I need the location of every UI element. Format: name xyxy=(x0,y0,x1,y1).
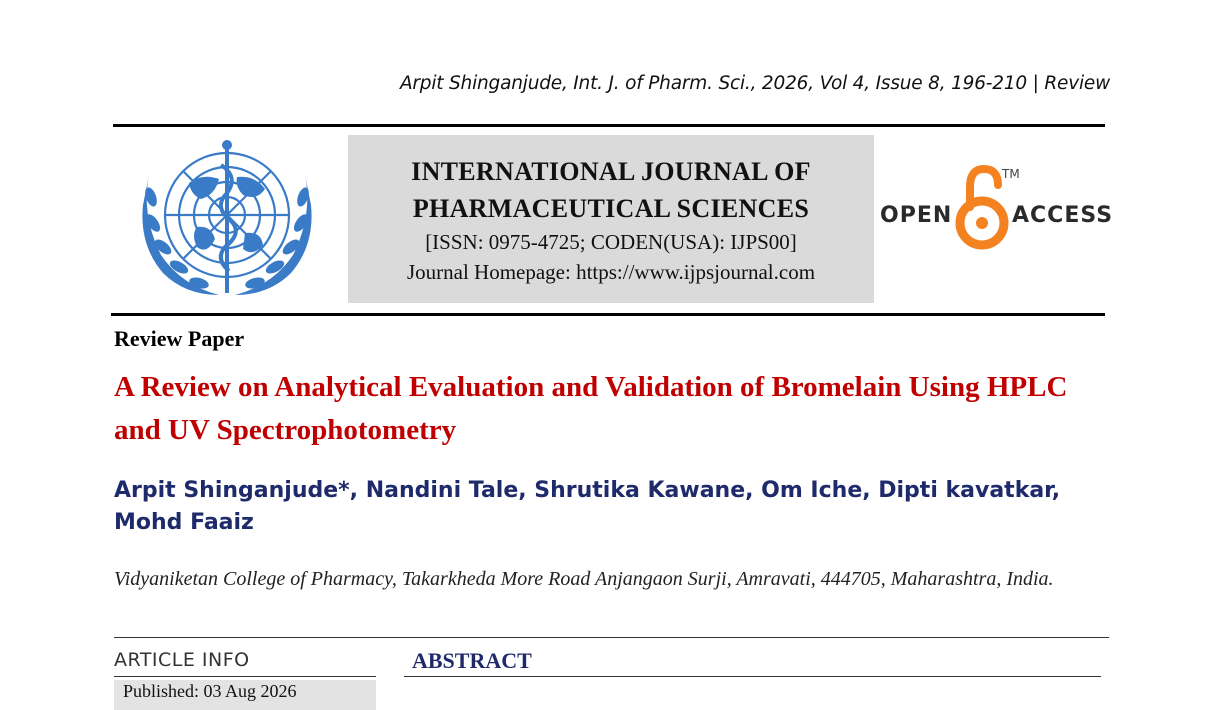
abstract-rule xyxy=(404,676,1101,677)
affiliation: Vidyaniketan College of Pharmacy, Takarkheda More Road Anjangaon Surji, Amravati, 444705, Maharashtra, India. xyxy=(114,568,1054,590)
paper-type-label: Review Paper xyxy=(114,326,245,351)
journal-homepage[interactable]: Journal Homepage: https://www.ijpsjournal.com xyxy=(406,260,816,284)
abstract-heading: ABSTRACT xyxy=(412,648,532,673)
section-divider xyxy=(114,637,1109,638)
paper-title: A Review on Analytical Evaluation and Validation of Bromelain Using HPLC and UV Spectrophotometry xyxy=(114,371,1068,446)
published-date: Published: 03 Aug 2026 xyxy=(114,680,376,710)
open-access-logo xyxy=(880,163,1114,253)
trademark-mark: TM xyxy=(1002,167,1020,181)
author-line-1: Arpit Shinganjude*, Nandini Tale, Shrutika Kawane, Om Iche, Dipti kavatkar, xyxy=(114,478,1061,503)
journal-issn: [ISSN: 0975-4725; CODEN(USA): IJPS00] xyxy=(425,230,797,254)
citation-line: Arpit Shinganjude, Int. J. of Pharm. Sci., 2026, Vol 4, Issue 8, 196-210 | Review xyxy=(399,73,1110,94)
header-top-rule xyxy=(113,124,1105,127)
header-bottom-rule xyxy=(111,313,1105,316)
journal-masthead xyxy=(348,135,874,303)
journal-title-line2: PHARMACEUTICAL SCIENCES xyxy=(412,194,810,223)
author-list xyxy=(114,475,1104,539)
open-access-word-open: OPEN xyxy=(880,203,953,228)
article-info-heading: ARTICLE INFO xyxy=(114,649,250,671)
un-emblem-caduceus-icon xyxy=(127,135,327,307)
open-access-word-access: ACCESS xyxy=(1012,203,1114,228)
journal-title-line1: INTERNATIONAL JOURNAL OF xyxy=(411,157,811,186)
author-line-2: Mohd Faaiz xyxy=(114,510,254,535)
article-info-rule xyxy=(114,676,376,677)
